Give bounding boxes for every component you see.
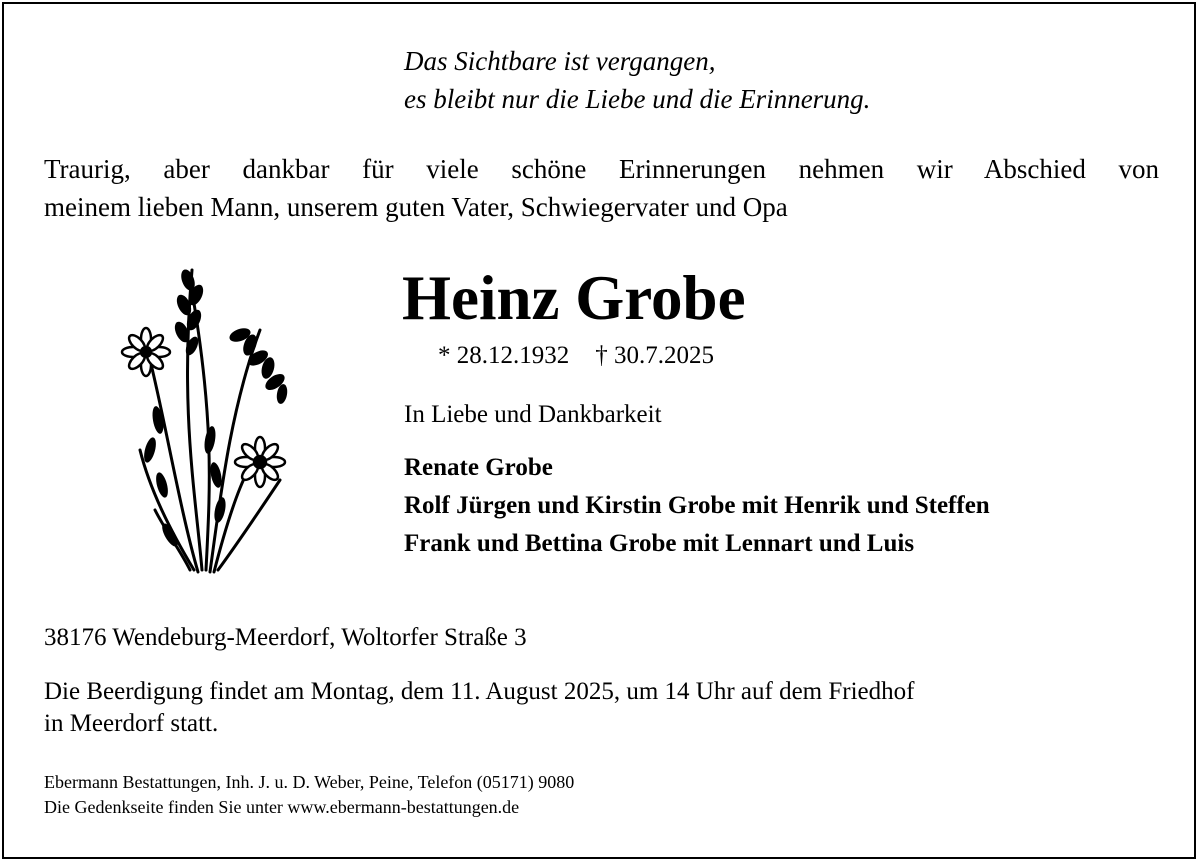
birth-date: * 28.12.1932 [438, 342, 570, 369]
motto-quote [404, 42, 870, 118]
family-member: Frank und Bettina Grobe mit Lennart und Luis [404, 530, 915, 557]
life-dates [438, 340, 714, 372]
funeral-line-2: in Meerdorf statt. [44, 710, 219, 737]
family-member: Renate Grobe [404, 454, 553, 481]
death-date: † 30.7.2025 [595, 342, 714, 369]
motto-line-1: Das Sichtbare ist vergangen, [404, 46, 716, 76]
family-member: Rolf Jürgen und Kirstin Grobe mit Henrik und Steffen [404, 492, 990, 519]
intro-line-2: meinem lieben Mann, unserem guten Vater, Schwiegervater und Opa [44, 192, 788, 222]
address: 38176 Wendeburg-Meerdorf, Woltorfer Straße 3 [44, 624, 527, 651]
deceased-name: Heinz Grobe [402, 263, 746, 333]
memorial-page-note: Die Gedenkseite finden Sie unter www.ebermann-bestattungen.de [44, 797, 520, 817]
funeral-info [44, 676, 914, 740]
funeral-line-1: Die Beerdigung findet am Montag, dem 11. August 2025, um 14 Uhr auf dem Friedhof [44, 678, 915, 705]
motto-line-2: es bleibt nur die Liebe und die Erinnerung. [404, 84, 871, 114]
dedication-text: In Liebe und Dankbarkeit [404, 401, 662, 428]
undertaker-footer [44, 770, 574, 820]
undertaker-contact: Ebermann Bestattungen, Inh. J. u. D. Weber, Peine, Telefon (05171) 9080 [44, 772, 575, 792]
family-list [404, 449, 990, 563]
intro-line-1: Traurig, aber dankbar für viele schöne Erinnerungen nehmen wir Abschied von [44, 154, 1159, 184]
intro-text [44, 150, 1159, 226]
wheat-and-daisy-flower-icon [110, 250, 300, 580]
